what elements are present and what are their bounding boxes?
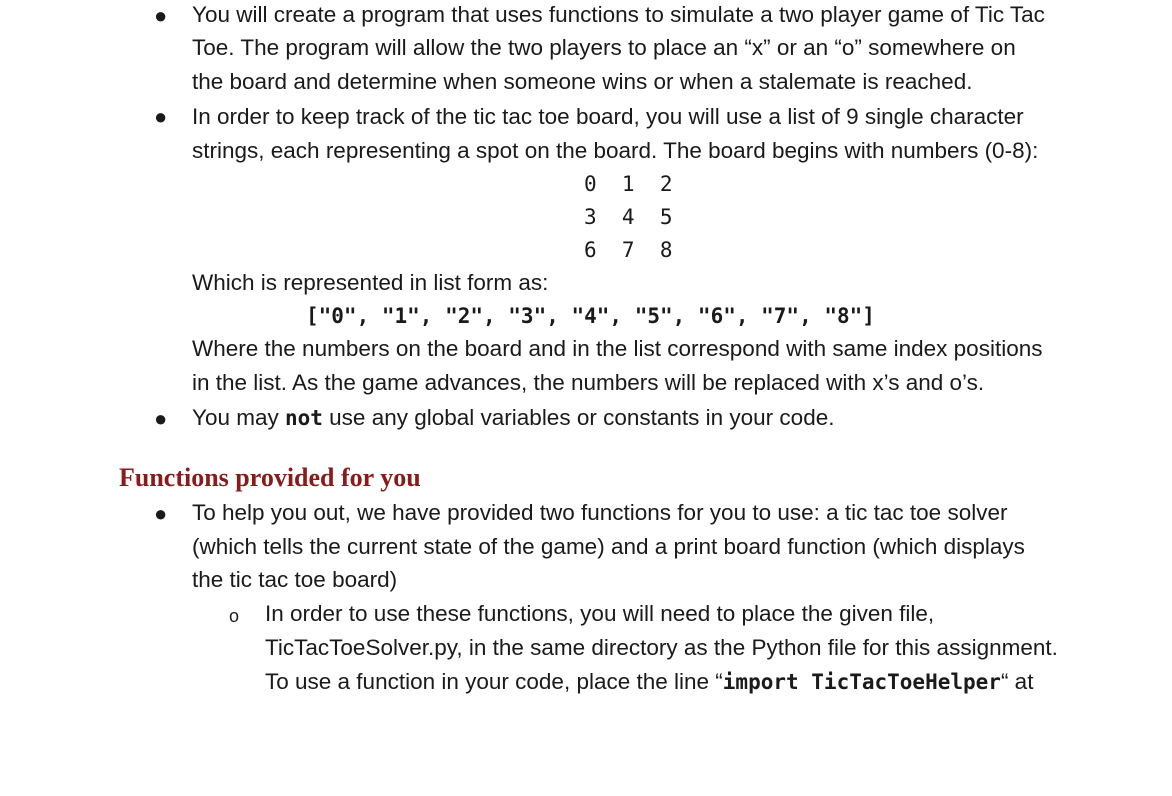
board-row: 3 4 5 <box>584 205 673 229</box>
paragraph-line: In order to keep track of the tic tac toe board, you will use a list of 9 single character <box>192 104 1024 129</box>
emphasis-not: not <box>284 406 323 430</box>
paragraph-line: To help you out, we have provided two functions for you to use: a tic tac toe solver <box>192 500 1008 525</box>
bullet-dot: ● <box>154 501 168 526</box>
paragraph-line: strings, each representing a spot on the board. The board begins with numbers (0-8): <box>192 138 1039 163</box>
paragraph-line: You will create a program that uses functions to simulate a two player game of Tic Tac <box>192 2 1045 27</box>
section-heading: Functions provided for you <box>119 463 421 492</box>
paragraph-line <box>265 665 1033 699</box>
paragraph-line: the board and determine when someone wins or when a stalemate is reached. <box>192 69 973 94</box>
inline-code: import TicTacToeHelper <box>722 670 1001 694</box>
text-run: “ at <box>1000 669 1034 694</box>
sub-bullet: o <box>229 606 240 626</box>
paragraph-line: In order to use these functions, you will need to place the given file, <box>265 601 935 626</box>
board-row: 0 1 2 <box>584 172 673 196</box>
paragraph-line: (which tells the current state of the game) and a print board function (which displays <box>192 534 1025 559</box>
text-run: To use a function in your code, place the line “ <box>265 669 723 694</box>
text-run: You may <box>192 405 285 430</box>
paragraph-line: TicTacToeSolver.py, in the same directory as the Python file for this assignment. <box>265 635 1058 660</box>
bullet-dot: ● <box>154 104 168 129</box>
paragraph-line: Where the numbers on the board and in the list correspond with same index positions <box>192 336 1043 361</box>
text-run: use any global variables or constants in your code. <box>322 405 835 430</box>
paragraph-line: the tic tac toe board) <box>192 567 398 592</box>
paragraph-line: Which is represented in list form as: <box>192 270 549 295</box>
paragraph-line: in the list. As the game advances, the numbers will be replaced with x’s and o’s. <box>192 370 985 395</box>
paragraph-line: Toe. The program will allow the two players to place an “x” or an “o” somewhere on <box>192 35 1016 60</box>
board-row: 6 7 8 <box>584 238 673 262</box>
list-code: ["0", "1", "2", "3", "4", "5", "6", "7", "8"] <box>306 304 875 328</box>
bullet-dot: ● <box>154 3 168 28</box>
paragraph-line <box>192 401 834 435</box>
bullet-dot: ● <box>154 406 168 431</box>
